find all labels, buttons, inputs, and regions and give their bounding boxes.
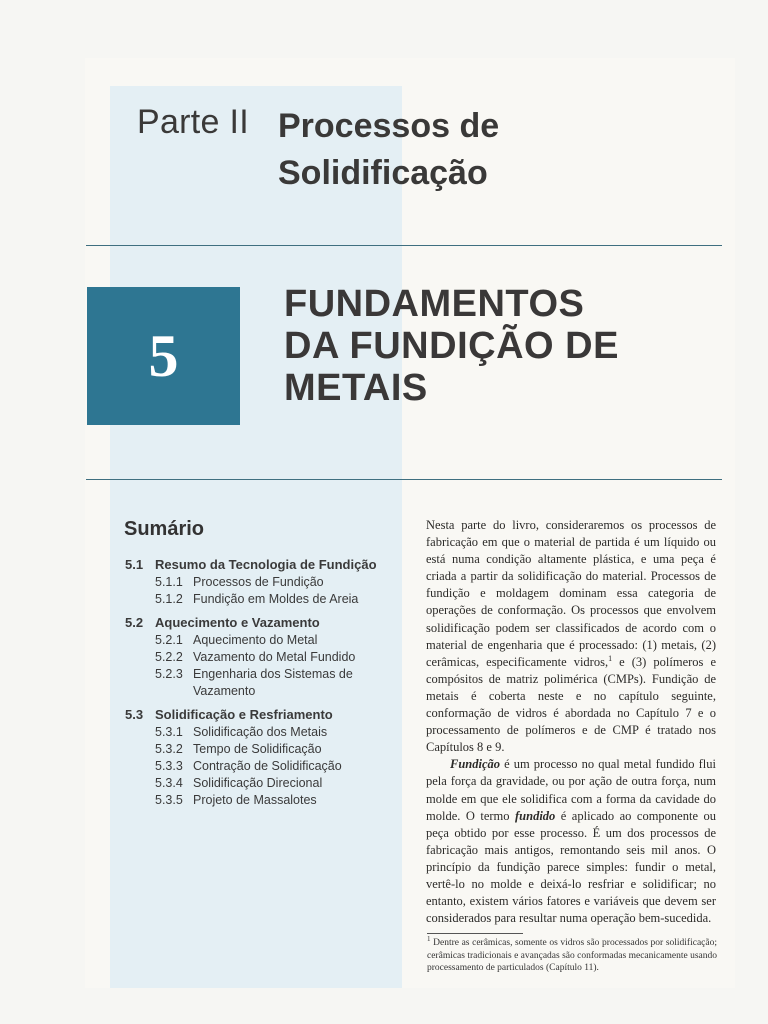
chapter-title-line2: DA FUNDIÇÃO DE [284,325,619,367]
toc-item-number: 5.2.2 [155,650,183,664]
divider-bottom [86,479,722,480]
toc-section-number: 5.2 [125,615,144,630]
divider-top [86,245,722,246]
toc-item [125,792,405,809]
term-fundido: fundido [515,808,556,823]
toc-item [125,775,405,792]
paragraph-2-part-b: é aplicado ao componente ou peça obtido por esse processo. É um dos processos de fabricação mais antigos, remontando seis mil anos. O princípio da fundição parece simples: fundir o metal, vertê-lo no molde e deixá-lo resfriar e solidificar; no entanto, existem vários fatores e variáveis que devem ser considerados para resultar numa operação bem-sucedida. [426,808,716,926]
toc-section [125,614,405,700]
toc-item-number: 5.1.2 [155,592,183,606]
term-fundicao: Fundição [450,757,501,772]
toc-section-label: Resumo da Tecnologia de Fundição [155,557,377,572]
toc-item [125,574,405,591]
toc-section-title [125,556,405,574]
toc-item [125,758,405,775]
chapter-title [284,283,619,409]
footnote-divider [427,933,523,934]
toc-item [125,724,405,741]
toc-item-label: Aquecimento do Metal [193,633,318,647]
part-title [278,103,499,197]
toc-item-label: Solidificação Direcional [193,776,323,790]
toc-section-title [125,614,405,632]
footnote-mark: 1 [427,934,431,943]
toc-item [125,666,405,700]
paragraph-1 [426,517,716,756]
toc-section-number: 5.1 [125,557,144,572]
toc-item-number: 5.2.1 [155,633,183,647]
part-title-line2: Solidificação [278,154,488,192]
toc-item-number: 5.3.1 [155,725,183,739]
chapter-title-line1: FUNDAMENTOS [284,283,585,325]
toc-item [125,649,405,666]
toc-section [125,556,405,608]
toc-item [125,741,405,758]
toc-item-number: 5.1.1 [155,575,183,589]
chapter-number-box [87,287,240,425]
footnote-text: Dentre as cerâmicas, somente os vidros são processados por solidificação; cerâmicas tradicionais e avançadas são conformadas mecanicamente usando processamento de particulados (Capítulo 11). [427,938,717,973]
paragraph-1-part-a: Nesta parte do livro, consideraremos os processos de fabricação em que o material de partida é um líquido ou está numa condição altamente plástica, e uma peça é criada a partir da solidificação do material. Processos de fundição e moldagem dominam essa categoria de operações de conformação. Os processos que envolvem solidificação podem ser classificados de acordo com o material de engenharia que é processado: (1) metais, (2) cerâmicas, especificamente vidros, [426,518,716,669]
part-label: Parte II [137,103,250,141]
summary-heading: Sumário [124,518,205,540]
paragraph-2 [426,756,716,927]
footnote [427,934,717,975]
toc-section-label: Solidificação e Resfriamento [155,707,333,722]
intro-text [426,517,716,927]
toc-item-label: Fundição em Moldes de Areia [193,592,359,606]
toc-section [125,706,405,809]
toc-section-label: Aquecimento e Vazamento [155,615,320,630]
toc-item-label: Engenharia dos Sistemas de Vazamento [193,667,353,698]
toc-item-label: Solidificação dos Metais [193,725,328,739]
toc-item-label: Contração de Solidificação [193,759,342,773]
toc-item-number: 5.2.3 [155,667,183,681]
footnote-ref: 1 [608,653,613,663]
toc-item [125,591,405,608]
table-of-contents [125,556,405,815]
toc-item-label: Projeto de Massalotes [193,793,317,807]
toc-item-number: 5.3.4 [155,776,183,790]
toc-item-label: Vazamento do Metal Fundido [193,650,356,664]
toc-item-number: 5.3.3 [155,759,183,773]
part-title-line1: Processos de [278,107,500,145]
toc-section-number: 5.3 [125,707,144,722]
paragraph-1-part-b: e (3) polímeros e compósitos de matriz polimérica (CMPs). Fundição de metais é coberta neste e no capítulo seguinte, conformação de vidros é abordada no Capítulo 7 e o processamento de polímeros e de CMP é tratado nos Capítulos 8 e 9. [426,654,716,755]
toc-item-number: 5.3.2 [155,742,183,756]
toc-item-label: Tempo de Solidificação [193,742,322,756]
paragraph-2-part-a: é um processo no qual metal fundido flui pela força da gravidade, ou por ação de outra força, num molde em que ele solidifica com a forma da cavidade do molde. O termo [426,757,716,823]
chapter-number: 5 [148,322,179,389]
toc-section-title [125,706,405,724]
toc-item [125,632,405,649]
toc-item-label: Processos de Fundição [193,575,324,589]
toc-item-number: 5.3.5 [155,793,183,807]
chapter-title-line3: METAIS [284,367,428,409]
